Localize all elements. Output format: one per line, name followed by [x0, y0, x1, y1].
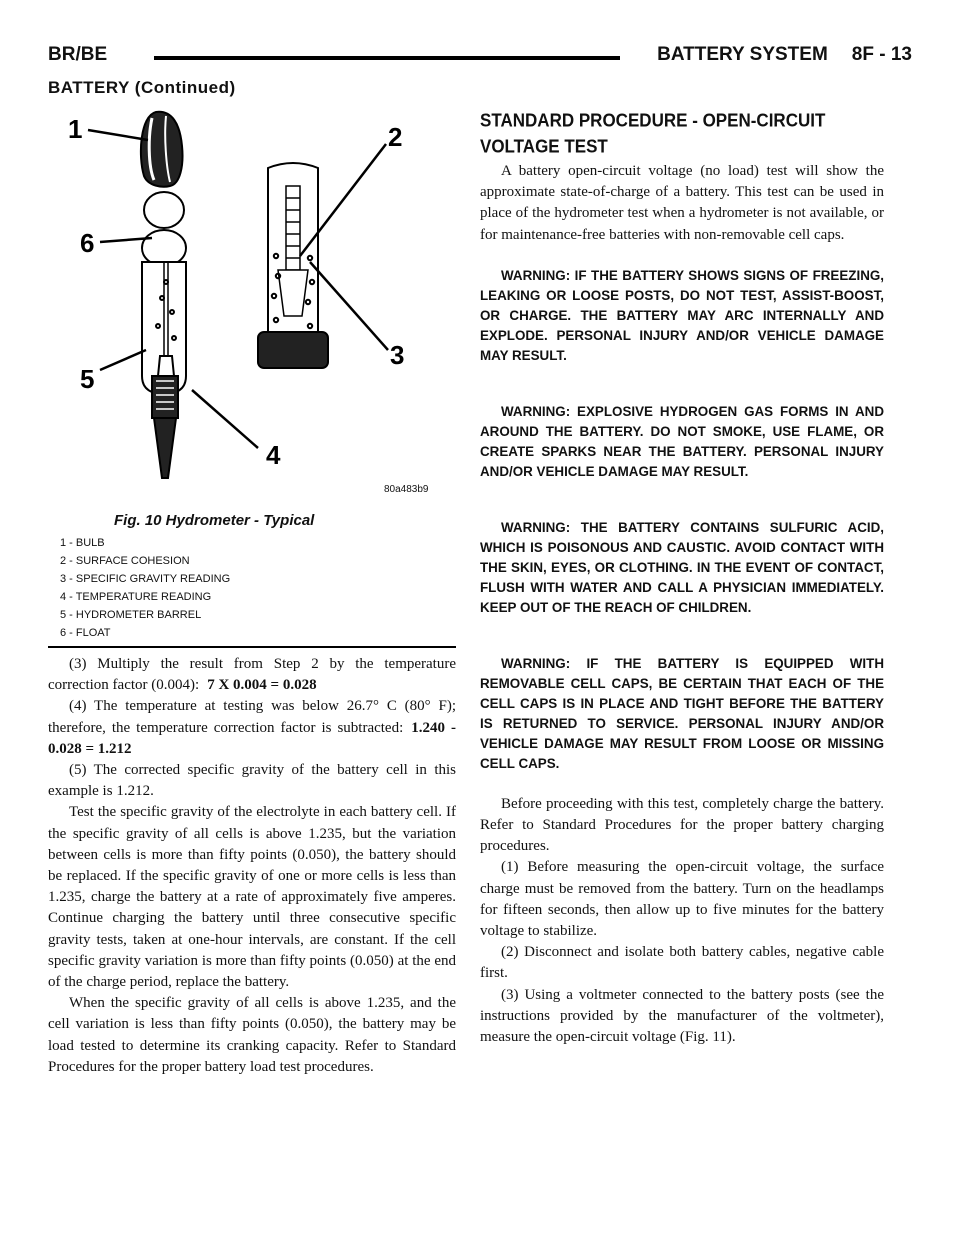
manual-code: BR/BE [48, 44, 108, 65]
figure-caption: Fig. 10 Hydrometer - Typical [114, 512, 315, 529]
paragraph-load-test: When the specific gravity of all cells is above 1.235, and the cell variation is less than fifty points (0.050), the battery may be load tested to determine its cranking capacity. Refer to Standard Procedures for the proper battery load test procedures. [48, 995, 456, 1075]
step-4-text: (4) The temperature at testing was below 26.7° C (80° F); therefore, the temperature correction factor is subtracted: [48, 698, 456, 736]
paragraph-step-1: (1) Before measuring the open-circuit voltage, the surface charge must be removed from the battery. Turn on the headlamps for fifteen seconds, then allow up to five minutes for the battery voltage to stabilize. [480, 859, 884, 940]
paragraph-before-proceeding: Before proceeding with this test, completely charge the battery. Refer to Standard Procedures for the proper battery charging procedures. [480, 795, 884, 855]
legend-item: 3 - SPECIFIC GRAVITY READING [60, 573, 231, 585]
warning-cell-caps: WARNING: IF THE BATTERY IS EQUIPPED WITH REMOVABLE CELL CAPS, BE CERTAIN THAT EACH OF THE CELL CAPS IS IN PLACE AND TIGHT BEFORE THE BATTERY IS RETURNED TO SERVICE. PERSONAL INJURY AND/OR VEHICLE DAMAGE MAY RESULT FROM LOOSE OR MISSING CELL CAPS. [480, 655, 884, 771]
step-3-text: (3) Multiply the result from Step 2 by the temperature correction factor (0.004): [48, 656, 456, 694]
callout-4: 4 [266, 440, 281, 470]
procedure-heading [480, 108, 884, 160]
callout-labels [68, 114, 404, 470]
paragraph-step-4 [48, 696, 456, 760]
step-3-equation: 7 X 0.004 = 0.028 [207, 677, 317, 694]
heading-line-2: VOLTAGE TEST [480, 136, 608, 157]
paragraph-intro: A battery open-circuit voltage (no load) test will show the approximate state-of-charge of a battery. This test can be used in place of the hydrometer test when a hydrometer is not available, or for maintenance-free batteries with non-removable cell caps. [480, 163, 884, 243]
legend-item: 1 - BULB [60, 537, 105, 549]
figure-code: 80a483b9 [384, 484, 429, 495]
callout-2: 2 [388, 122, 403, 152]
page-header [48, 44, 912, 78]
left-column-text [48, 654, 456, 1078]
section-title: BATTERY (Continued) [48, 78, 236, 97]
callout-6: 6 [80, 228, 95, 258]
warning-sulfuric-acid: WARNING: THE BATTERY CONTAINS SULFURIC ACID, WHICH IS POISONOUS AND CAUSTIC. AVOID CONTACT WITH THE SKIN, EYES, OR CLOTHING. IN THE EVENT OF CONTACT, FLUSH WITH WATER AND CALL A PHYSICIAN IMMEDIATELY. KEEP OUT OF THE REACH OF CHILDREN. [480, 519, 884, 615]
hydrometer-small [258, 163, 328, 368]
header-right [657, 44, 912, 66]
legend-item: 6 - FLOAT [60, 627, 111, 639]
page-number: 8F - 13 [851, 44, 912, 65]
paragraph-step-3-voltmeter: (3) Using a voltmeter connected to the battery posts (see the instructions provided by the manufacturer of the voltmeter), measure the open-circuit voltage (Fig. 11). [480, 986, 884, 1046]
callout-leaders [88, 130, 388, 448]
hydrometer-large [141, 112, 186, 478]
callout-5: 5 [80, 364, 95, 394]
header-rule [154, 56, 620, 60]
hydrometer-illustration [48, 106, 456, 506]
step-4-equation: 1.240 - 0.028 = 1.212 [48, 719, 456, 757]
header-section-title: BATTERY SYSTEM [657, 44, 828, 65]
paragraph-step-5: (5) The corrected specific gravity of the battery cell in this example is 1.212. [48, 762, 456, 800]
paragraph-step-2: (2) Disconnect and isolate both battery cables, negative cable first. [480, 944, 884, 982]
figure-legend [60, 534, 230, 642]
heading-line-1: STANDARD PROCEDURE - OPEN-CIRCUIT [480, 110, 826, 131]
paragraph-specific-gravity: Test the specific gravity of the electrolyte in each battery cell. If the specific gravity of all cells is above 1.235, but the variation between cells is more than fifty points (0.050), the battery should be replaced. If the specific gravity of one or more cells is less than 1.235, charge the battery at a rate of approximately five amperes. Continue charging the battery until three consecutive specific gravity tests, taken at one-hour intervals, are constant. If the cell specific gravity variation is more than fifty points (0.050) at the end of the charge period, replace the battery. [48, 804, 456, 991]
right-column [480, 110, 884, 1048]
warning-freezing: WARNING: IF THE BATTERY SHOWS SIGNS OF FREEZING, LEAKING OR LOOSE POSTS, DO NOT TEST, ASSIST-BOOST, OR CHARGE. THE BATTERY MAY ARC INTERNALLY AND EXPLODE. PERSONAL INJURY AND/OR VEHICLE DAMAGE MAY RESULT. [480, 267, 884, 363]
warning-hydrogen-gas: WARNING: EXPLOSIVE HYDROGEN GAS FORMS IN AND AROUND THE BATTERY. DO NOT SMOKE, USE FLAME, OR CREATE SPARKS NEAR THE BATTERY. PERSONAL INJURY AND/OR VEHICLE DAMAGE MAY RESULT. [480, 403, 884, 479]
legend-item: 4 - TEMPERATURE READING [60, 591, 212, 603]
hydrometer-figure [48, 106, 456, 648]
legend-item: 2 - SURFACE COHESION [60, 555, 190, 567]
callout-3: 3 [390, 340, 405, 370]
legend-item: 5 - HYDROMETER BARREL [60, 609, 202, 621]
paragraph-step-3 [48, 654, 456, 696]
callout-1: 1 [68, 114, 83, 144]
